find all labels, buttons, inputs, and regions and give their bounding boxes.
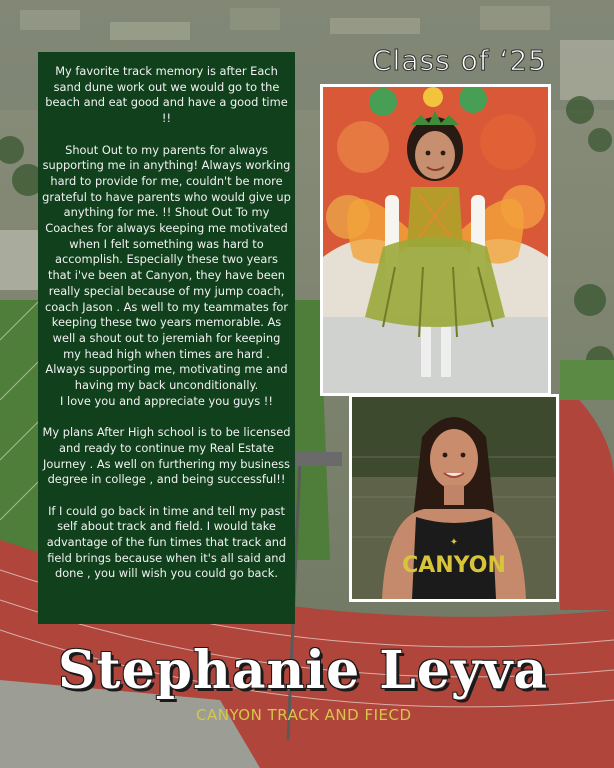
- svg-text:✦: ✦: [449, 537, 459, 548]
- story-text-panel: [38, 52, 295, 624]
- team-subtitle: CANYON TRACK AND FIECD: [196, 706, 412, 724]
- story-paragraph: Shout Out to my parents for always supporting me in anything! Always working hard to provide for me, couldn't be more grateful to have parents who would give up anything for me. !! Shout Out To my Coaches for always keeping me motivated when I felt something was hard to accomplish. Especially these two years that i've been at Canyon, they have been really special because of my jump coach, coach Jason . As well to my teammates for keeping these two years memorable. As well a shout out to jeremiah for keeping my head high when times are hard . Always supporting me, motivating me and having my back unconditionally. I love you and appreciate you guys !!: [42, 142, 291, 408]
- class-of-heading: Class of ‘25: [372, 44, 547, 77]
- story-paragraph: My plans After High school is to be licensed and ready to continue my Real Estate Journey . As well on furthering my business degree in college , and being successful!!: [42, 425, 291, 487]
- senior-portrait-photo: [349, 394, 559, 602]
- jersey-text: CANYON: [402, 553, 506, 578]
- childhood-photo: [320, 84, 551, 396]
- student-name: Stephanie Leyva: [58, 640, 549, 701]
- story-paragraph: If I could go back in time and tell my past self about track and field. I would take advantage of the fun times that track and field brings because when it's all said and done , you will wish you could go back.: [46, 503, 287, 581]
- story-paragraph: My favorite track memory is after Each sand dune work out we would go to the beach and eat good and have a good time !!: [45, 64, 288, 126]
